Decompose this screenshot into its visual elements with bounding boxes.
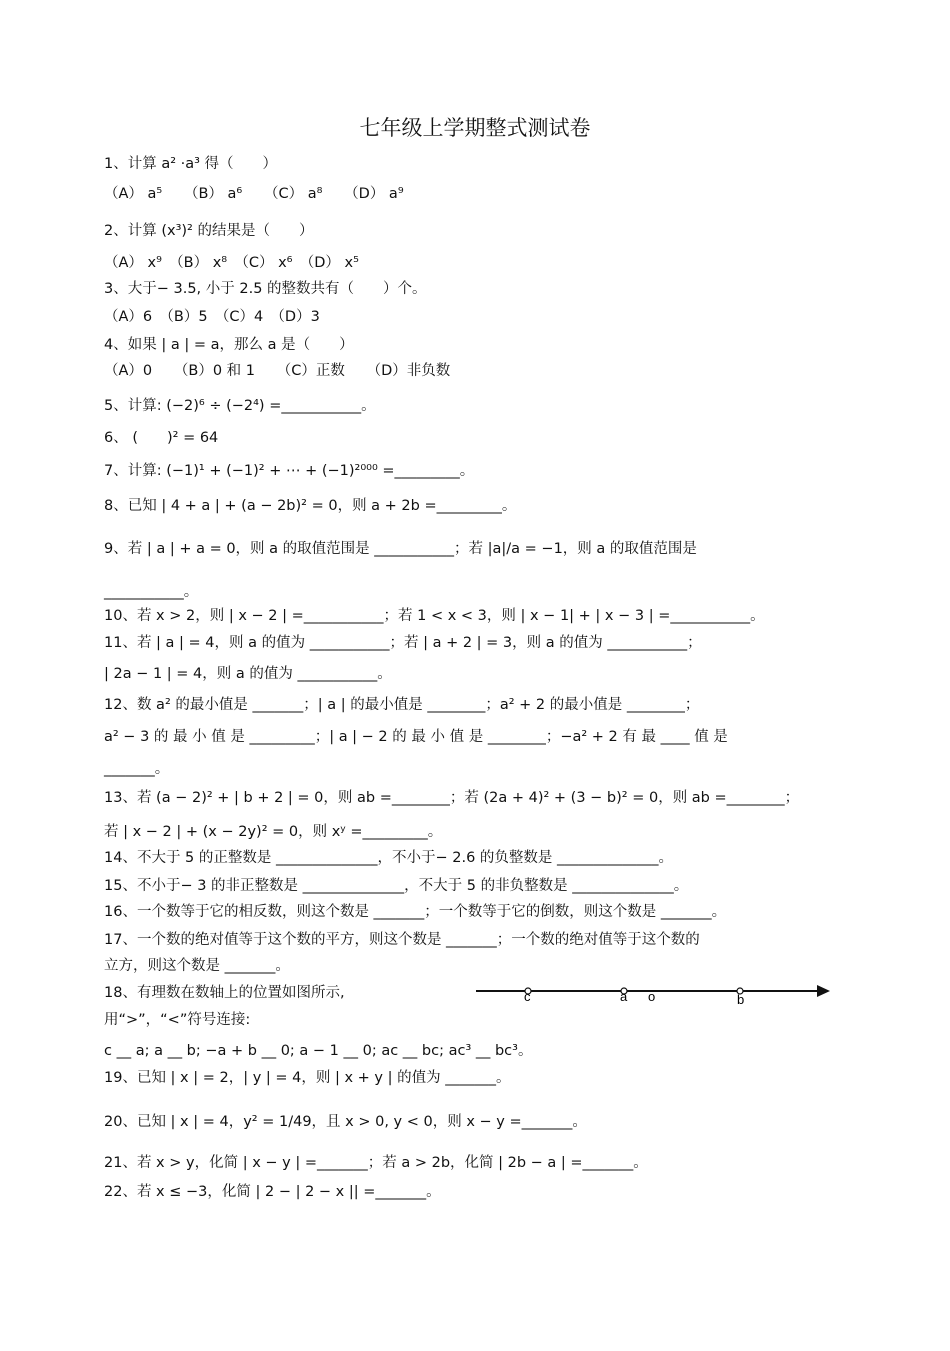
- question-line: 14、不大于 5 的正整数是 ______________，不小于− 2.6 的负整数是 ______________。: [104, 850, 674, 866]
- question-line: 19、已知 | x | = 2，| y | = 4，则 | x + y | 的值为 _______。: [104, 1070, 511, 1086]
- question-line: 13、若 (a − 2)² + | b + 2 | = 0，则 ab =________；若 (2a + 4)² + (3 − b)² = 0，则 ab =________；: [104, 790, 800, 806]
- question-line: 12、数 a² 的最小值是 _______；| a | 的最小值是 ________；a² + 2 的最小值是 ________；: [104, 697, 700, 713]
- question-line: 10、若 x > 2，则 | x − 2 | =___________；若 1 < x < 3，则 | x − 1| + | x − 3 | =___________。: [104, 608, 765, 624]
- label-o: o: [648, 989, 656, 1004]
- question-line: a² − 3 的 最 小 值 是 _________；| a | − 2 的 最 小 值 是 ________；−a² + 2 有 最 ____ 值 是: [104, 729, 728, 745]
- question-line: 1、计算 a² ·a³ 得（ ）: [104, 156, 278, 172]
- question-line: （A）0 （B）0 和 1 （C）正数 （D）非负数: [104, 363, 451, 379]
- label-c: c: [524, 989, 531, 1004]
- question-line: 6、 ( )² = 64: [104, 430, 219, 446]
- question-line: c __ a; a __ b; −a + b __ 0; a − 1 __ 0; ac __ bc; ac³ __ bc³。: [104, 1043, 533, 1059]
- page-title: 七年级上学期整式测试卷: [359, 116, 591, 140]
- question-line: （A）6 （B）5 （C）4 （D）3: [104, 309, 320, 325]
- question-line: 8、已知 | 4 + a | + (a − 2b)² = 0，则 a + 2b =_________。: [104, 498, 517, 514]
- question-line: _______。: [104, 761, 170, 777]
- question-line: 4、如果 | a | = a，那么 a 是（ ）: [104, 337, 354, 353]
- question-line: 16、一个数等于它的相反数，则这个数是 _______；一个数等于它的倒数，则这个数是 _______。: [104, 904, 727, 920]
- question-line: 若 | x − 2 | + (x − 2y)² = 0，则 xʸ =_________。: [104, 824, 443, 840]
- question-line: （A） x⁹ （B） x⁸ （C） x⁶ （D） x⁵: [104, 255, 359, 271]
- question-line: 立方，则这个数是 _______。: [104, 958, 290, 974]
- number-line: [474, 985, 834, 1015]
- question-line: 17、一个数的绝对值等于这个数的平方，则这个数是 _______；一个数的绝对值等于这个数的: [104, 932, 700, 948]
- question-line: 22、若 x ≤ −3，化简 | 2 − | 2 − x || =_______。: [104, 1184, 441, 1200]
- question-line: 5、计算: (−2)⁶ ÷ (−2⁴) =___________。: [104, 398, 376, 414]
- question-line: 7、计算: (−1)¹ + (−1)² + ⋯ + (−1)²⁰⁰⁰ =_________。: [104, 463, 475, 479]
- question-line: 用“>”，“<”符号连接:: [104, 1012, 251, 1028]
- question-line: 9、若 | a | + a = 0，则 a 的取值范围是 ___________；若 |a|/a = −1，则 a 的取值范围是: [104, 541, 697, 557]
- question-line: ___________。: [104, 584, 199, 600]
- label-b: b: [737, 992, 745, 1007]
- question-line: 18、有理数在数轴上的位置如图所示,: [104, 985, 345, 1001]
- question-line: 20、已知 | x | = 4，y² = 1/49，且 x > 0, y < 0，则 x − y =_______。: [104, 1114, 587, 1130]
- question-line: 3、大于− 3.5, 小于 2.5 的整数共有（ ）个。: [104, 281, 427, 297]
- question-line: （A） a⁵ （B） a⁶ （C） a⁸ （D） a⁹: [104, 186, 404, 202]
- label-a: a: [620, 989, 628, 1004]
- question-line: 21、若 x > y，化简 | x − y | =_______；若 a > 2b，化简 | 2b − a | =_______。: [104, 1155, 648, 1171]
- question-line: 15、不小于− 3 的非正整数是 ______________，不大于 5 的非负整数是 ______________。: [104, 878, 689, 894]
- question-line: 11、若 | a | = 4，则 a 的值为 ___________；若 | a + 2 | = 3，则 a 的值为 ___________；: [104, 635, 702, 651]
- number-line-arrow: [817, 985, 830, 997]
- question-line: | 2a − 1 | = 4，则 a 的值为 ___________。: [104, 666, 392, 682]
- question-line: 2、计算 (x³)² 的结果是（ ）: [104, 223, 314, 239]
